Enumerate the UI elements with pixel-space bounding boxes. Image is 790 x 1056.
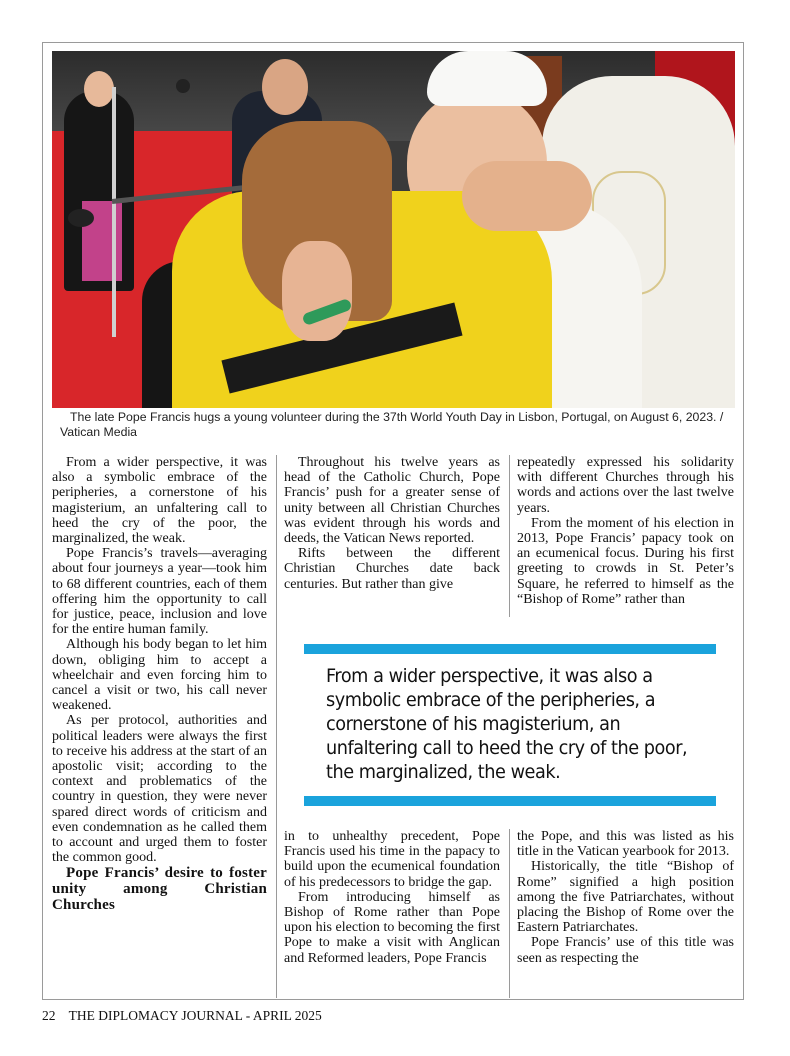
- article-column-3-top: [517, 455, 734, 607]
- page-number: 22: [42, 1008, 56, 1023]
- paragraph: Throughout his twelve years as head of the Catholic Church, Pope Francis’ push for a greater sense of unity between all Christian Churches was evident through his words and deeds, the Vatican News reported.: [284, 455, 500, 547]
- publication-name: THE DIPLOMACY JOURNAL - APRIL 2025: [68, 1008, 322, 1023]
- pullquote-bottom-bar: [304, 796, 716, 806]
- article-column-1: [52, 455, 267, 913]
- paragraph: Although his body began to let him down, obliging him to accept a wheelchair and even forcing him to cancel a visit or two, his call never weakened.: [52, 637, 267, 714]
- paragraph: From a wider perspective, it was also a symbolic embrace of the peripheries, a cornerstone of his magisterium, an unfaltering call to heed the cry of the poor, the marginalized, the weak.: [52, 455, 267, 547]
- article-column-3-bottom: [517, 829, 734, 966]
- pope-hug-photo: [52, 51, 735, 408]
- photo-caption: The late Pope Francis hugs a young volunteer during the 37th World Youth Day in Lisbon, Portugal, on August 6, 2023. / Vatican Media: [60, 410, 724, 439]
- paragraph: As per protocol, authorities and political leaders were always the first to receive his address at the start of an apostolic visit; according to the context and problematics of the country in question, they were never spared direct words of criticism and even condemnation as he called them to account and urged them to foster the common good.: [52, 713, 267, 866]
- column-divider: [509, 455, 510, 617]
- pullquote-top-bar: [304, 644, 716, 654]
- paragraph: Rifts between the different Christian Churches date back centuries. But rather than give: [284, 546, 500, 592]
- paragraph: From introducing himself as Bishop of Rome rather than Pope upon his election to becoming the first Pope to make a visit with Anglican and Reformed leaders, Pope Francis: [284, 889, 500, 966]
- paragraph: Historically, the title “Bishop of Rome” signified a high position among the five Patriarchates, without placing the Bishop of Rome over the Eastern Patriarchates.: [517, 859, 734, 936]
- column-divider: [276, 455, 277, 998]
- column-divider: [509, 829, 510, 998]
- paragraph: From the moment of his election in 2013, Pope Francis’ papacy took on an ecumenical focus. During his first greeting to crowds in St. Peter’s Square, he referred to himself as the “Bishop of Rome” rather than: [517, 515, 734, 607]
- article-column-2-top: [284, 455, 500, 592]
- paragraph: in to unhealthy precedent, Pope Francis used his time in the papacy to build upon the ecumenical foundation of his predecessors to bridge the gap.: [284, 829, 500, 890]
- paragraph: the Pope, and this was listed as his title in the Vatican yearbook for 2013.: [517, 829, 734, 860]
- paragraph: repeatedly expressed his solidarity with different Churches through his words and actions over the last twelve years.: [517, 455, 734, 516]
- section-subhead: Pope Francis’ desire to foster unity among Christian Churches: [52, 865, 267, 914]
- article-column-2-bottom: [284, 829, 500, 966]
- paragraph: Pope Francis’s travels—averaging about four journeys a year—took him to 68 different countries, each of them offering him the opportunity to call for justice, peace, inclusion and love for the entire human family.: [52, 546, 267, 638]
- page-footer: [42, 1008, 322, 1024]
- pullquote: From a wider perspective, it was also a symbolic embrace of the peripheries, a cornerstone of his magisterium, an unfaltering call to heed the cry of the poor, the marginalized, the weak.: [326, 665, 688, 783]
- paragraph: Pope Francis’ use of this title was seen as respecting the: [517, 935, 734, 966]
